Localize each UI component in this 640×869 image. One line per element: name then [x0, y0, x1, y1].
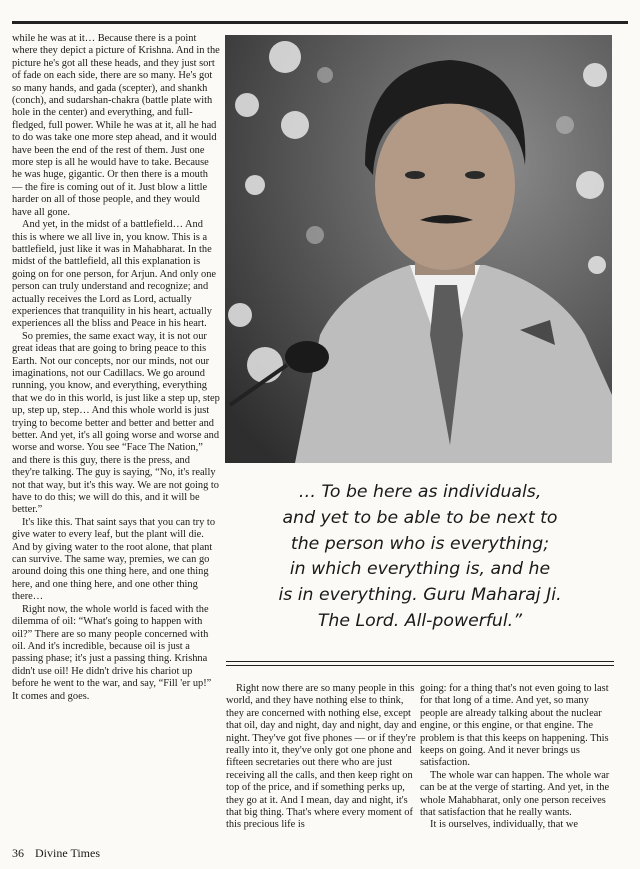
quote-divider [226, 665, 614, 666]
quote-line: the person who is everything; [290, 533, 550, 554]
page-footer [12, 846, 100, 861]
paragraph: The whole war can happen. The whole war can be at the verge of starting. And yet, in the whole Mahabharat, only one person receives that satisfaction that he really wants. [420, 769, 610, 819]
middle-column [226, 683, 422, 832]
paragraph: Right now there are so many people in this world, and they have nothing else to think, they are concerned with nothing else, except that oil, day and night, day and night, day and night. They've got five phones — or if they're really into it, they've only got one phone and fifteen secretaries out there who are just receiving all the calls, and then keep right on top of the price, and if something perks up, they go at it. And I mean, day and night, it's that big thing. That's where every moment of this precious life is [226, 683, 417, 831]
paragraph: It's like this. That saint says that you can try to give water to every leaf, but the plant will die. And by giving water to the root alone, that plant can survive. The same way, premies, we can go around doing this one thing here, and one thing here, and one thing here, and one other thing there… [12, 516, 216, 603]
paragraph: while he was at it… Because there is a point where they depict a picture of Krishna. And in the picture he's got all these heads, and they just sort of fade on each side, there are so many. He's got so many hands, and gada (scepter), and shankh (conch), and sudarshan-chakra (battle plate with hole in the center) and everything, and full-fledged, full power. While he was at it, all he had to do was take one more step ahead, and it would have been the end of the rest of them. Just one more step is all he would have to take. Because he was huge, gigantic. Or then there is a mouth — the fire is coming out of it. Just blow a little harder on all of those people, and they would have all gone. [12, 33, 220, 218]
paragraph: So premies, the same exact way, it is not our great ideas that are going to bring peace to this Earth. Not our concepts, nor our minds, not our imaginations, not our Cadillacs. We go around running, you know, and everything, everything that we do in this world, is just like a step up, step up, step up, step… And this whole world is just trying to become better and better and better and better. And yet, it's all going worse and worse and worse and worse. You see “Face The Nation,” and there is this guy, there is the press, and they're talking. The guy is saying, “No, it's really not that way, but it's this way. We are not going to have to do this; we will do this, and it will be better.” [12, 330, 220, 516]
quote-line: is in everything. Guru Maharaj Ji. [278, 585, 562, 606]
speaker-photo [225, 35, 612, 463]
quote-line: … To be here as individuals, [298, 482, 542, 502]
top-rule [12, 21, 628, 24]
left-column [12, 33, 220, 703]
page-number: 36 [12, 846, 24, 860]
right-column [420, 683, 616, 832]
quote-line: in which everything is, and he [289, 559, 551, 580]
pull-quote [226, 480, 614, 635]
quote-line: and yet to be able to be next to [282, 507, 558, 528]
paragraph: And yet, in the midst of a battlefield… And this is where we all live in, you know. This is a battlefield, just like it was in Mahabharat. In the midst of the battlefield, all this explanation is going on for one person, for Arjun. And only one person can truly understand and recognize; and actually receives the Lord as Lord, actually experiences that tranquility in his heart, actually experiences all the bliss and Peace in his heart. [12, 219, 217, 330]
paragraph: Right now, the whole world is faced with the dilemma of oil: “What's going to happen with oil?” There are so many people concerned with oil. And it's incredible, because oil is just a passing phase; it's just a passing thing. Krishna didn't use oil! He didn't drive his chariot up before he went to the war, and say, “Fill 'er up!” It comes and goes. [12, 603, 212, 702]
quote-line: The Lord. All-powerful.” [317, 610, 523, 631]
paragraph: It is ourselves, individually, that we [430, 819, 578, 831]
publication-name: Divine Times [35, 846, 101, 860]
quote-divider [226, 661, 614, 662]
paragraph: going: for a thing that's not even going to last for that long of a time. And yet, so many people are already talking about the nuclear engine, or this engine, or that engine. The problem is that this keeps on happening. This keeps on going. And it never brings us satisfaction. [420, 683, 609, 769]
